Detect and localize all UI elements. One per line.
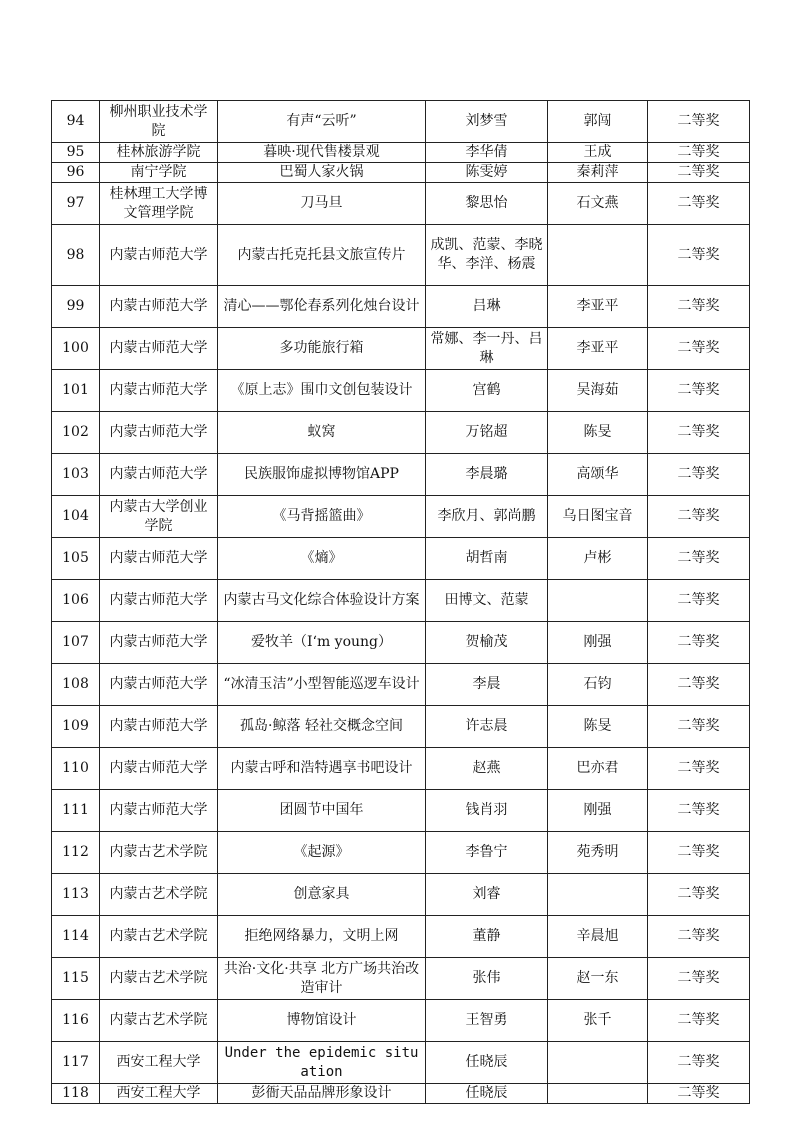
row-number-cell: 106 <box>52 580 100 622</box>
advisor-cell: 石钧 <box>548 664 648 706</box>
authors-cell: 李华倩 <box>426 143 548 163</box>
authors-cell: 许志晨 <box>426 706 548 748</box>
work-title-cell: 有声“云听” <box>218 101 426 143</box>
award-cell: 二等奖 <box>648 496 750 538</box>
advisor-cell <box>548 1084 648 1104</box>
award-cell: 二等奖 <box>648 183 750 225</box>
work-title-cell: 爱牧羊（I‘m young） <box>218 622 426 664</box>
advisor-cell <box>548 1042 648 1084</box>
table-row <box>52 225 750 286</box>
advisor-cell: 巴亦君 <box>548 748 648 790</box>
award-cell: 二等奖 <box>648 328 750 370</box>
advisor-cell: 刚强 <box>548 790 648 832</box>
table-row <box>52 958 750 1000</box>
work-title-cell: 《起源》 <box>218 832 426 874</box>
award-cell: 二等奖 <box>648 412 750 454</box>
advisor-cell: 李亚平 <box>548 328 648 370</box>
school-cell: 内蒙古艺术学院 <box>100 958 218 1000</box>
authors-cell: 李晨璐 <box>426 454 548 496</box>
school-cell: 内蒙古师范大学 <box>100 748 218 790</box>
advisor-cell: 李亚平 <box>548 286 648 328</box>
table-row <box>52 916 750 958</box>
advisor-cell: 石文燕 <box>548 183 648 225</box>
advisor-cell: 卢彬 <box>548 538 648 580</box>
school-cell: 内蒙古大学创业学院 <box>100 496 218 538</box>
advisor-cell: 乌日图宝音 <box>548 496 648 538</box>
table-row <box>52 538 750 580</box>
table-row <box>52 706 750 748</box>
school-cell: 内蒙古师范大学 <box>100 538 218 580</box>
school-cell: 内蒙古师范大学 <box>100 580 218 622</box>
authors-cell: 万铭超 <box>426 412 548 454</box>
school-cell: 桂林理工大学博文管理学院 <box>100 183 218 225</box>
advisor-cell: 郭闯 <box>548 101 648 143</box>
row-number-cell: 99 <box>52 286 100 328</box>
awards-table <box>51 100 750 1104</box>
school-cell: 内蒙古师范大学 <box>100 664 218 706</box>
table-row <box>52 580 750 622</box>
authors-cell: 吕琳 <box>426 286 548 328</box>
award-cell: 二等奖 <box>648 538 750 580</box>
row-number-cell: 94 <box>52 101 100 143</box>
authors-cell: 陈雯婷 <box>426 163 548 183</box>
award-cell: 二等奖 <box>648 790 750 832</box>
table-row <box>52 496 750 538</box>
authors-cell: 张伟 <box>426 958 548 1000</box>
advisor-cell: 吴海茹 <box>548 370 648 412</box>
authors-cell: 任晓辰 <box>426 1042 548 1084</box>
authors-cell: 赵燕 <box>426 748 548 790</box>
work-title-cell: 《原上志》围巾文创包装设计 <box>218 370 426 412</box>
row-number-cell: 102 <box>52 412 100 454</box>
work-title-cell: 蚁窝 <box>218 412 426 454</box>
work-title-cell: 创意家具 <box>218 874 426 916</box>
authors-cell: 王智勇 <box>426 1000 548 1042</box>
work-title-cell: 清心——鄂伦春系列化烛台设计 <box>218 286 426 328</box>
row-number-cell: 115 <box>52 958 100 1000</box>
award-cell: 二等奖 <box>648 1042 750 1084</box>
advisor-cell: 秦莉萍 <box>548 163 648 183</box>
advisor-cell: 陈旻 <box>548 412 648 454</box>
advisor-cell: 苑秀明 <box>548 832 648 874</box>
school-cell: 西安工程大学 <box>100 1084 218 1104</box>
row-number-cell: 116 <box>52 1000 100 1042</box>
authors-cell: 黎思怡 <box>426 183 548 225</box>
advisor-cell: 王成 <box>548 143 648 163</box>
row-number-cell: 101 <box>52 370 100 412</box>
work-title-cell: 巴蜀人家火锅 <box>218 163 426 183</box>
award-cell: 二等奖 <box>648 958 750 1000</box>
authors-cell: 李晨 <box>426 664 548 706</box>
award-cell: 二等奖 <box>648 1084 750 1104</box>
school-cell: 内蒙古师范大学 <box>100 706 218 748</box>
row-number-cell: 98 <box>52 225 100 286</box>
row-number-cell: 110 <box>52 748 100 790</box>
row-number-cell: 107 <box>52 622 100 664</box>
table-row <box>52 328 750 370</box>
award-cell: 二等奖 <box>648 370 750 412</box>
advisor-cell: 陈旻 <box>548 706 648 748</box>
table-row <box>52 1000 750 1042</box>
table-row <box>52 286 750 328</box>
school-cell: 内蒙古师范大学 <box>100 622 218 664</box>
award-cell: 二等奖 <box>648 664 750 706</box>
school-cell: 内蒙古师范大学 <box>100 370 218 412</box>
row-number-cell: 100 <box>52 328 100 370</box>
authors-cell: 宫鹤 <box>426 370 548 412</box>
advisor-cell: 张千 <box>548 1000 648 1042</box>
row-number-cell: 118 <box>52 1084 100 1104</box>
work-title-cell: 博物馆设计 <box>218 1000 426 1042</box>
authors-cell: 成凯、范蒙、李晓华、李洋、杨震 <box>426 225 548 286</box>
work-title-cell: 内蒙古托克托县文旅宣传片 <box>218 225 426 286</box>
authors-cell: 刘梦雪 <box>426 101 548 143</box>
table-row <box>52 1042 750 1084</box>
row-number-cell: 105 <box>52 538 100 580</box>
row-number-cell: 104 <box>52 496 100 538</box>
award-cell: 二等奖 <box>648 1000 750 1042</box>
school-cell: 内蒙古艺术学院 <box>100 916 218 958</box>
table-row <box>52 454 750 496</box>
work-title-cell: 内蒙古马文化综合体验设计方案 <box>218 580 426 622</box>
work-title-cell: 民族服饰虚拟博物馆APP <box>218 454 426 496</box>
school-cell: 南宁学院 <box>100 163 218 183</box>
authors-cell: 钱肖羽 <box>426 790 548 832</box>
award-cell: 二等奖 <box>648 832 750 874</box>
row-number-cell: 97 <box>52 183 100 225</box>
advisor-cell <box>548 225 648 286</box>
row-number-cell: 112 <box>52 832 100 874</box>
authors-cell: 李鲁宁 <box>426 832 548 874</box>
authors-cell: 李欣月、郭尚鹏 <box>426 496 548 538</box>
advisor-cell: 高颂华 <box>548 454 648 496</box>
school-cell: 内蒙古师范大学 <box>100 454 218 496</box>
row-number-cell: 117 <box>52 1042 100 1084</box>
table-row <box>52 370 750 412</box>
school-cell: 内蒙古艺术学院 <box>100 832 218 874</box>
award-cell: 二等奖 <box>648 580 750 622</box>
row-number-cell: 113 <box>52 874 100 916</box>
table-row <box>52 664 750 706</box>
award-cell: 二等奖 <box>648 225 750 286</box>
work-title-cell: 多功能旅行箱 <box>218 328 426 370</box>
authors-cell: 贺榆茂 <box>426 622 548 664</box>
school-cell: 内蒙古师范大学 <box>100 328 218 370</box>
work-title-cell: “冰清玉洁”小型智能巡逻车设计 <box>218 664 426 706</box>
advisor-cell: 刚强 <box>548 622 648 664</box>
row-number-cell: 96 <box>52 163 100 183</box>
school-cell: 内蒙古师范大学 <box>100 286 218 328</box>
school-cell: 内蒙古师范大学 <box>100 225 218 286</box>
authors-cell: 刘睿 <box>426 874 548 916</box>
table-row <box>52 748 750 790</box>
table-row <box>52 874 750 916</box>
row-number-cell: 103 <box>52 454 100 496</box>
work-title-cell: 孤岛·鲸落 轻社交概念空间 <box>218 706 426 748</box>
table-row <box>52 1084 750 1104</box>
work-title-cell: 《熵》 <box>218 538 426 580</box>
work-title-cell: 暮映·现代售楼景观 <box>218 143 426 163</box>
work-title-cell: 拒绝网络暴力，文明上网 <box>218 916 426 958</box>
award-cell: 二等奖 <box>648 163 750 183</box>
work-title-cell: 团圆节中国年 <box>218 790 426 832</box>
table-row <box>52 101 750 143</box>
table-row <box>52 412 750 454</box>
award-cell: 二等奖 <box>648 748 750 790</box>
row-number-cell: 95 <box>52 143 100 163</box>
authors-cell: 任晓辰 <box>426 1084 548 1104</box>
school-cell: 桂林旅游学院 <box>100 143 218 163</box>
row-number-cell: 108 <box>52 664 100 706</box>
authors-cell: 董静 <box>426 916 548 958</box>
school-cell: 内蒙古艺术学院 <box>100 1000 218 1042</box>
award-cell: 二等奖 <box>648 143 750 163</box>
award-cell: 二等奖 <box>648 101 750 143</box>
work-title-cell: 刀马旦 <box>218 183 426 225</box>
work-title-cell: 内蒙古呼和浩特遇享书吧设计 <box>218 748 426 790</box>
authors-cell: 胡哲南 <box>426 538 548 580</box>
school-cell: 西安工程大学 <box>100 1042 218 1084</box>
school-cell: 内蒙古艺术学院 <box>100 874 218 916</box>
award-cell: 二等奖 <box>648 916 750 958</box>
award-cell: 二等奖 <box>648 874 750 916</box>
work-title-cell: 彭衙天品品牌形象设计 <box>218 1084 426 1104</box>
school-cell: 柳州职业技术学院 <box>100 101 218 143</box>
advisor-cell: 赵一东 <box>548 958 648 1000</box>
school-cell: 内蒙古师范大学 <box>100 790 218 832</box>
advisor-cell: 辛晨旭 <box>548 916 648 958</box>
advisor-cell <box>548 874 648 916</box>
award-cell: 二等奖 <box>648 706 750 748</box>
awards-table-body <box>52 101 750 1104</box>
award-cell: 二等奖 <box>648 454 750 496</box>
advisor-cell <box>548 580 648 622</box>
work-title-cell: 共治·文化·共享 北方广场共治改造审计 <box>218 958 426 1000</box>
row-number-cell: 109 <box>52 706 100 748</box>
work-title-cell: 《马背摇篮曲》 <box>218 496 426 538</box>
table-row <box>52 622 750 664</box>
table-row <box>52 163 750 183</box>
authors-cell: 常娜、李一丹、吕琳 <box>426 328 548 370</box>
table-row <box>52 143 750 163</box>
table-row <box>52 183 750 225</box>
authors-cell: 田博文、范蒙 <box>426 580 548 622</box>
table-row <box>52 790 750 832</box>
school-cell: 内蒙古师范大学 <box>100 412 218 454</box>
award-cell: 二等奖 <box>648 286 750 328</box>
row-number-cell: 114 <box>52 916 100 958</box>
work-title-cell: Under the epidemic situation <box>218 1042 426 1084</box>
row-number-cell: 111 <box>52 790 100 832</box>
table-row <box>52 832 750 874</box>
award-cell: 二等奖 <box>648 622 750 664</box>
